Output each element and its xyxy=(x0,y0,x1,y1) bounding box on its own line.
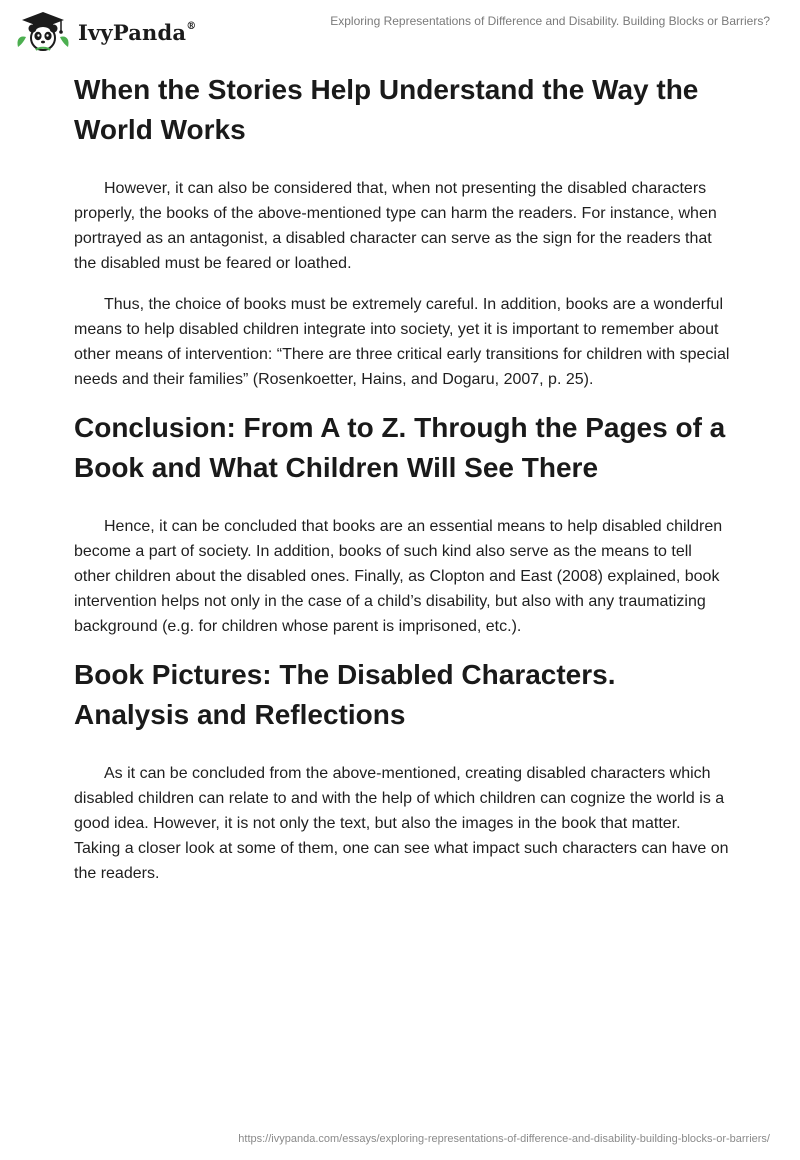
section-heading: Book Pictures: The Disabled Characters. Analysis and Reflections xyxy=(74,659,616,730)
paragraph: Thus, the choice of books must be extremely careful. In addition, books are a wonderful means to help disabled children integrate into society, yet it is important to remember about other means of intervention: “There are three critical early transitions for children with special needs and their families” (Rosenkoetter, Hains, and Dogaru, 2007, p. 25). xyxy=(74,296,730,388)
section-conclusion xyxy=(74,408,730,639)
section-stories xyxy=(74,70,730,392)
paragraph: Hence, it can be concluded that books are an essential means to help disabled children become a part of society. In addition, books of such kind also serve as the means to tell other children about the disabled ones. Finally, as Clopton and East (2008) explained, book intervention helps not only in the case of a child’s disability, but also with any traumatizing background (e.g. for children whose parent is imprisoned, etc.). xyxy=(74,518,723,635)
section-heading: When the Stories Help Understand the Way the World Works xyxy=(74,74,699,145)
registered-mark: ® xyxy=(186,20,197,32)
essay-content xyxy=(74,70,730,902)
section-book-pictures xyxy=(74,655,730,886)
paragraph: However, it can also be considered that, when not presenting the disabled characters properly, the books of the above-mentioned type can harm the readers. For instance, when portrayed as an antagonist, a disabled character can serve as the sign for the readers that the disabled must be feared or loathed. xyxy=(74,180,717,272)
panda-logo-icon xyxy=(14,9,72,53)
brand-name: IvyPanda® xyxy=(78,19,197,45)
section-heading: Conclusion: From A to Z. Through the Pages of a Book and What Children Will See There xyxy=(74,412,726,483)
source-url-link[interactable]: https://ivypanda.com/essays/exploring-representations-of-difference-and-disability-building-blocks-or-barriers/ xyxy=(238,1133,770,1145)
document-title: Exploring Representations of Difference and Disability. Building Blocks or Barriers? xyxy=(330,14,770,28)
paragraph: As it can be concluded from the above-mentioned, creating disabled characters which disabled children can relate to and with the help of which children can cognize the world is a good idea. However, it is not only the text, but also the images in the book that matter. Taking a closer look at some of them, one can see what impact such characters can have on the readers. xyxy=(74,765,729,882)
page-header xyxy=(0,0,800,60)
ivypanda-logo[interactable] xyxy=(14,9,196,53)
